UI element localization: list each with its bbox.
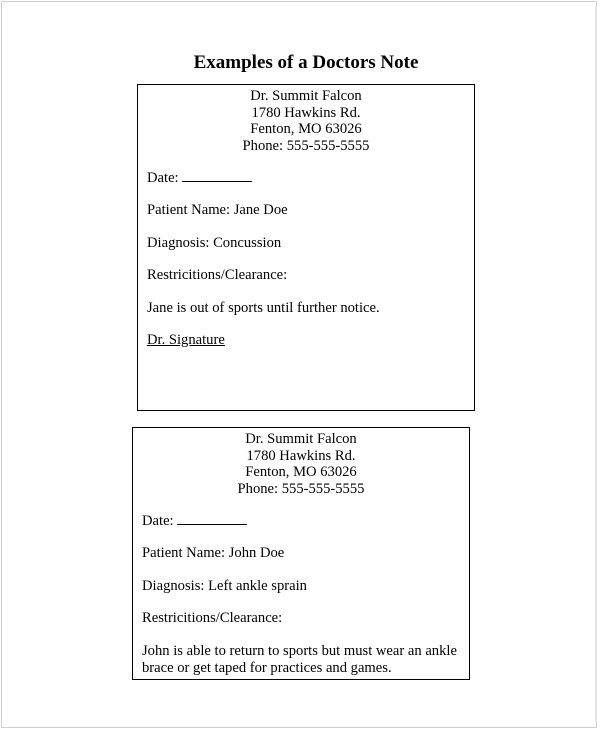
doctor-note-2: [132, 427, 470, 680]
restrictions-label: Restricitions/Clearance:: [147, 267, 288, 283]
date-field: [147, 170, 252, 187]
doctor-address: 1780 Hawkins Rd.: [251, 104, 361, 121]
doctor-address: 1780 Hawkins Rd.: [246, 447, 356, 464]
page-title: Examples of a Doctors Note: [193, 52, 419, 73]
signature-line: Dr. Signature: [147, 332, 225, 348]
doctor-phone: Phone: 555-555-5555: [237, 480, 365, 497]
doctor-note-1: [137, 84, 475, 411]
restrictions-label: Restricitions/Clearance:: [142, 610, 283, 626]
note-header: [138, 85, 474, 154]
date-blank-line: [182, 170, 252, 182]
diagnosis: Diagnosis: Left ankle sprain: [142, 578, 307, 594]
doctor-city: Fenton, MO 63026: [250, 121, 362, 137]
patient-name: Patient Name: John Doe: [142, 545, 285, 561]
doctor-city: Fenton, MO 63026: [245, 464, 357, 480]
date-label: Date:: [142, 513, 174, 529]
doctor-name: Dr. Summit Falcon: [250, 88, 362, 104]
note-header: [133, 428, 469, 497]
note-message: Jane is out of sports until further notice.: [147, 300, 380, 316]
date-label: Date:: [147, 170, 179, 186]
doctor-phone: Phone: 555-555-5555: [242, 137, 370, 154]
date-blank-line: [177, 513, 247, 525]
doctor-name: Dr. Summit Falcon: [245, 431, 357, 447]
scrollbar[interactable]: [595, 6, 597, 722]
diagnosis: Diagnosis: Concussion: [147, 235, 282, 251]
note-message: John is able to return to sports but must wear an ankle brace or get taped for practices and games.: [142, 643, 457, 676]
patient-name: Patient Name: Jane Doe: [147, 202, 288, 218]
date-field: [142, 513, 247, 530]
